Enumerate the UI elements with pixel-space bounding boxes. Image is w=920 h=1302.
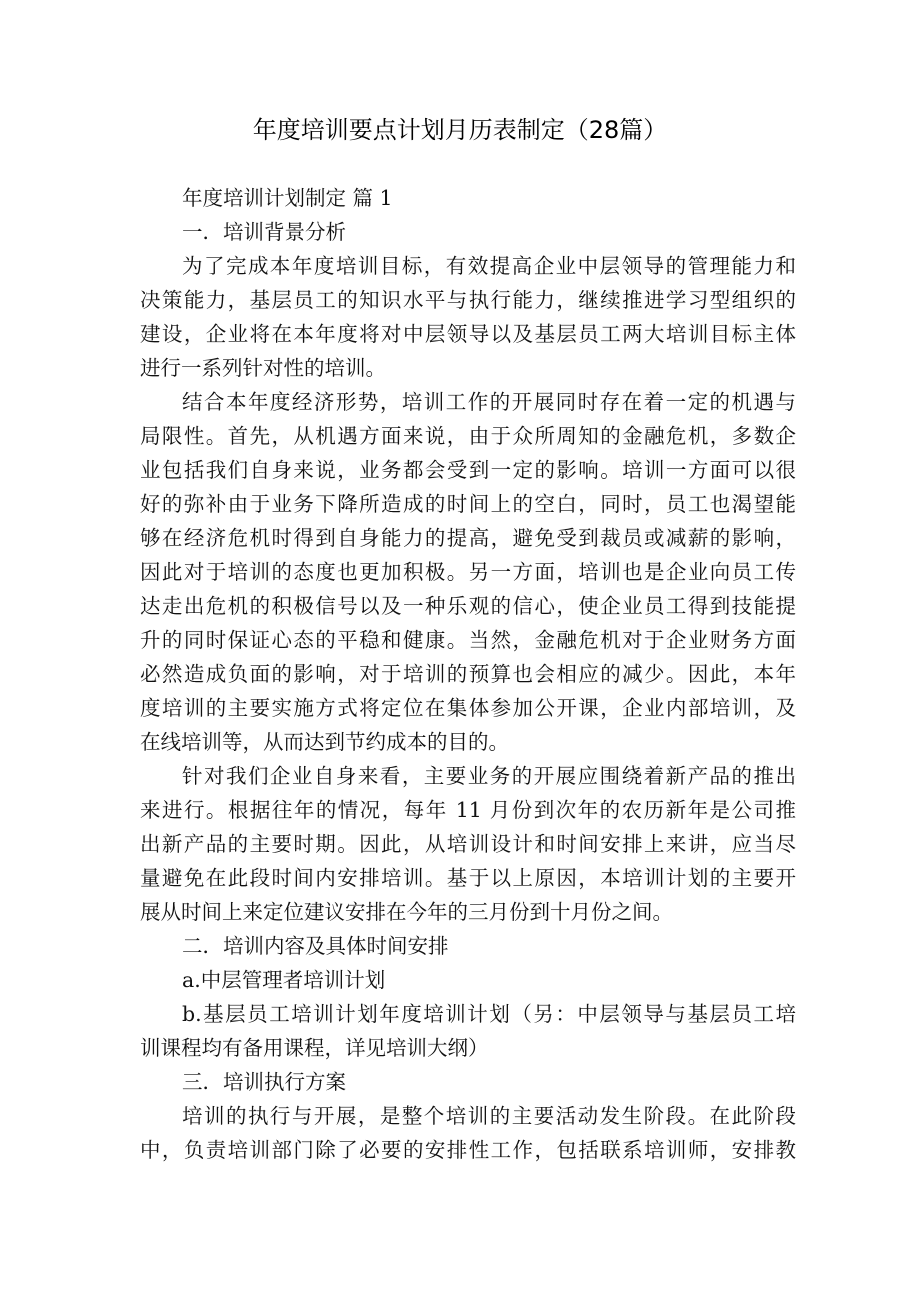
document-title: 年度培训要点计划月历表制定（28篇） (252, 116, 668, 144)
text-line: 进行一系列针对性的培训。 (140, 356, 386, 380)
text-line: 针对我们企业自身来看，主要业务的开展应围绕着新产品的推出 (182, 764, 796, 788)
text-line: 度培训的主要实施方式将定位在集体参加公开课，企业内部培训，及 (140, 696, 796, 720)
text-line: 局限性。首先，从机遇方面来说，由于众所周知的金融危机，多数企 (140, 424, 796, 448)
text-line: 决策能力，基层员工的知识水平与执行能力，继续推进学习型组织的 (140, 288, 796, 312)
text-line: 展从时间上来定位建议安排在今年的三月份到十月份之间。 (140, 900, 673, 924)
text-line: 中，负责培训部门除了必要的安排性工作，包括联系培训师，安排教 (140, 1138, 796, 1162)
text-line: 因此对于培训的态度也更加积极。另一方面，培训也是企业向员工传 (140, 560, 796, 584)
text-line: b.基层员工培训计划年度培训计划（另：中层领导与基层员工培 (182, 1002, 796, 1026)
text-line: 出新产品的主要时期。因此，从培训设计和时间安排上来讲，应当尽 (140, 832, 796, 856)
text-line: 二．培训内容及具体时间安排 (182, 934, 449, 958)
text-line: 量避免在此段时间内安排培训。基于以上原因，本培训计划的主要开 (140, 866, 796, 890)
text-line: 年度培训计划制定 篇 1 (182, 186, 393, 210)
text-line: 达走出危机的积极信号以及一种乐观的信心，使企业员工得到技能提 (140, 594, 796, 618)
text-line: 为了完成本年度培训目标，有效提高企业中层领导的管理能力和 (182, 254, 796, 278)
text-line: 好的弥补由于业务下降所造成的时间上的空白，同时，员工也渴望能 (140, 492, 796, 516)
text-line: 够在经济危机时得到自身能力的提高，避免受到裁员或减薪的影响， (140, 526, 796, 550)
text-line: 建设，企业将在本年度将对中层领导以及基层员工两大培训目标主体 (140, 322, 796, 346)
text-line: 必然造成负面的影响，对于培训的预算也会相应的减少。因此，本年 (140, 662, 796, 686)
text-line: a.中层管理者培训计划 (182, 968, 386, 992)
text-line: 来进行。根据往年的情况，每年 11 月份到次年的农历新年是公司推 (140, 798, 796, 822)
text-line: 训课程均有备用课程，详见培训大纲） (140, 1036, 489, 1060)
document-body (140, 181, 796, 1167)
text-line: 在线培训等，从而达到节约成本的目的。 (140, 730, 509, 754)
text-line: 业包括我们自身来说，业务都会受到一定的影响。培训一方面可以很 (140, 458, 796, 482)
text-line: 三．培训执行方案 (182, 1070, 346, 1094)
text-line: 结合本年度经济形势，培训工作的开展同时存在着一定的机遇与 (182, 390, 796, 414)
text-line: 升的同时保证心态的平稳和健康。当然，金融危机对于企业财务方面 (140, 628, 796, 652)
text-line: 培训的执行与开展，是整个培训的主要活动发生阶段。在此阶段 (182, 1104, 796, 1128)
text-line: 一．培训背景分析 (182, 220, 346, 244)
